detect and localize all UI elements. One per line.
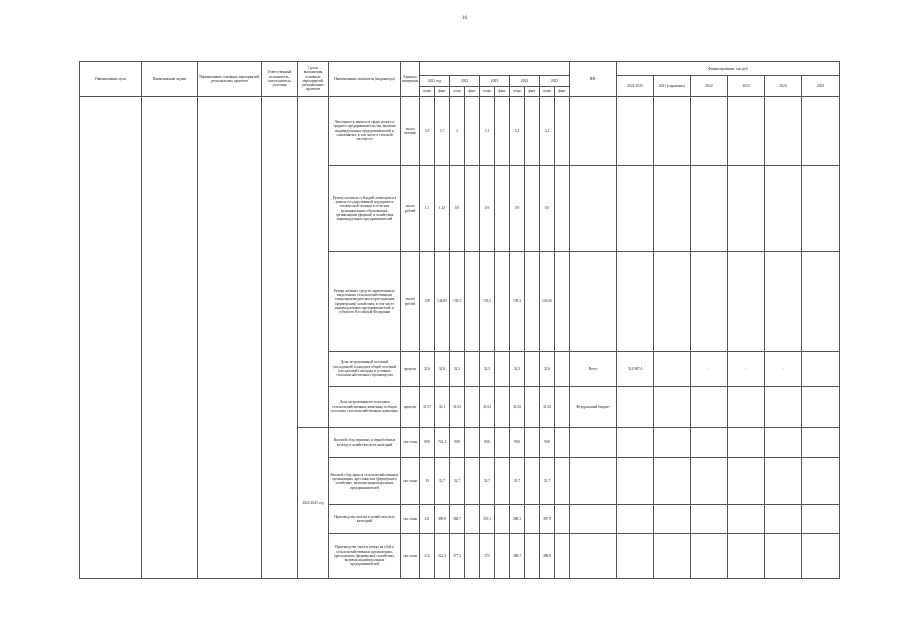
header-plan-fact: план: [540, 86, 555, 96]
value-cell: 0,9: [480, 166, 495, 252]
financing-cell: [691, 251, 728, 351]
financing-cell: [617, 458, 654, 505]
indicator-name: Производство скота и птицы на убой в сельскохозяйственных организациях, крестьянских (фермерских) хозяйствах, включая индивидуальных предпринимателей: [329, 533, 401, 578]
value-cell: 146,85: [435, 251, 450, 351]
header-task: Наименование задачи: [142, 62, 198, 97]
value-cell: 3,7: [435, 96, 450, 165]
financing-cell: [654, 96, 691, 165]
header-executors: Ответственный исполнитель, соисполнитель, участник: [262, 62, 298, 97]
value-cell: 31,02: [450, 386, 465, 427]
value-cell: [555, 96, 570, 165]
source-cell: [570, 427, 617, 458]
value-cell: [495, 386, 510, 427]
financing-cell: [654, 505, 691, 534]
financing-cell: [728, 458, 765, 505]
value-cell: 3: [450, 96, 465, 165]
unit-cell: тысяч человек: [401, 96, 420, 165]
header-plan-fact: план: [480, 86, 495, 96]
value-cell: [555, 533, 570, 578]
header-events: Наименование основных мероприятий, региональных проектов: [198, 62, 262, 97]
financing-cell: [617, 166, 654, 252]
unit-cell: тысяч рублей: [401, 251, 420, 351]
financing-cell: [802, 427, 840, 458]
value-cell: [495, 352, 510, 387]
value-cell: [465, 505, 480, 534]
financing-cell: -: [765, 352, 802, 387]
value-cell: [555, 352, 570, 387]
page-number: 16: [462, 16, 467, 21]
value-cell: 31,02: [510, 386, 525, 427]
financing-cell: [654, 533, 691, 578]
table-row: [80, 96, 840, 165]
value-cell: [495, 96, 510, 165]
financing-cell: [691, 505, 728, 534]
value-cell: 322,5: [435, 533, 450, 578]
value-cell: [495, 505, 510, 534]
value-cell: 1,1: [420, 166, 435, 252]
value-cell: 138: [420, 251, 435, 351]
header-indicator: Наименование показателя (индикатора): [329, 62, 401, 97]
financing-cell: [728, 505, 765, 534]
financing-cell: [617, 251, 654, 351]
financing-cell: [765, 251, 802, 351]
header-fin-col: 2024: [765, 76, 802, 96]
value-cell: [495, 251, 510, 351]
financing-cell: [802, 533, 840, 578]
header-plan-fact: факт: [465, 86, 480, 96]
value-cell: 368,7: [450, 505, 465, 534]
value-cell: [525, 458, 540, 505]
value-cell: [525, 427, 540, 458]
value-cell: 900: [540, 427, 555, 458]
financing-cell: [617, 427, 654, 458]
header-fin-col: 2025: [802, 76, 840, 96]
financing-cell: -: [691, 352, 728, 387]
header-unit: Единица измерения: [401, 62, 420, 97]
value-cell: 373: [480, 533, 495, 578]
value-cell: [525, 166, 540, 252]
value-cell: 890: [480, 427, 495, 458]
executors-cell: [262, 96, 298, 578]
value-cell: [525, 386, 540, 427]
header-years-span: [420, 62, 570, 76]
value-cell: 398,3: [510, 505, 525, 534]
financing-cell: -: [728, 352, 765, 387]
value-cell: 19: [420, 458, 435, 505]
source-cell: [570, 533, 617, 578]
value-cell: 31,57: [420, 386, 435, 427]
value-cell: 0,9: [510, 166, 525, 252]
value-cell: 398,8: [540, 533, 555, 578]
financing-cell: [691, 533, 728, 578]
header-plan-fact: план: [420, 86, 435, 96]
financing-cell: [728, 166, 765, 252]
value-cell: 136,36: [540, 251, 555, 351]
value-cell: [555, 386, 570, 427]
financing-cell: [728, 251, 765, 351]
indicator-name: Численность занятых в сфере малого и среднего предпринимательства, включая индивидуальных предпринимателей и самозанятых, в том числе в сельской местности: [329, 96, 401, 165]
financing-cell: [802, 251, 840, 351]
header-goal: Наименование цели: [80, 62, 142, 97]
financing-cell: [765, 386, 802, 427]
events-cell: [198, 96, 262, 578]
indicator-name: Валовой сбор зерновых и зернобобовых культур в хозяйствах всех категорий: [329, 427, 401, 458]
value-cell: [495, 533, 510, 578]
value-cell: [465, 386, 480, 427]
financing-cell: 314 987,4: [617, 352, 654, 387]
value-cell: 1,23: [435, 166, 450, 252]
value-cell: [555, 458, 570, 505]
indicator-name: Доля застрахованной посевной (посадочной) площади в общей посевной (посадочной) площади в условиях сельскохозяйственного производства: [329, 352, 401, 387]
source-cell: [570, 166, 617, 252]
value-cell: 32,5: [510, 352, 525, 387]
financing-cell: [802, 505, 840, 534]
value-cell: [465, 533, 480, 578]
header-plan-fact: план: [450, 86, 465, 96]
value-cell: 32,6: [420, 352, 435, 387]
financing-cell: [802, 458, 840, 505]
header-year: 2025: [540, 76, 570, 86]
value-cell: [525, 533, 540, 578]
value-cell: 31,02: [480, 386, 495, 427]
source-cell: Всего: [570, 352, 617, 387]
header-fin-col: 2023: [728, 76, 765, 96]
financing-cell: [765, 96, 802, 165]
financing-cell: [728, 427, 765, 458]
financing-cell: [802, 352, 840, 387]
value-cell: [555, 505, 570, 534]
header-deadline: Сроки выполнения основных мероприятий, региональных проектов: [298, 62, 329, 97]
indicator-name: Размер льготных субсидий, имеющихся в рамках государственной поддержки и технической помощи в сельских муниципальных образованиях, организациям (формам) и хозяйствам индивидуальных предпринимателей: [329, 166, 401, 252]
value-cell: [525, 352, 540, 387]
header-year: 2022: [450, 76, 480, 86]
header-fin-col: 2022-2025: [617, 76, 654, 96]
indicator-name: Размер заемных средств, привлеченных, выделенных сельскохозяйственным товаропроизводителям и крестьянским (фермерским) хозяйствам, в том числе индивидуальных предпринимателей, и субъектов Российской Федерации: [329, 251, 401, 351]
source-cell: [570, 458, 617, 505]
value-cell: 742,4: [435, 427, 450, 458]
financing-cell: [802, 166, 840, 252]
unit-cell: процент: [401, 386, 420, 427]
financing-cell: [728, 96, 765, 165]
value-cell: 312: [420, 533, 435, 578]
header-plan-fact: факт: [435, 86, 450, 96]
financing-cell: [654, 352, 691, 387]
value-cell: [465, 166, 480, 252]
indicator-name: Валовой сбор зерна в сельскохозяйственных организациях, крестьянских (фермерских) хозяйствах, включая индивидуальных предпринимателей: [329, 458, 401, 505]
source-cell: [570, 505, 617, 534]
financing-cell: [802, 96, 840, 165]
header-plan-fact: факт: [525, 86, 540, 96]
financing-cell: [765, 458, 802, 505]
financing-cell: [617, 533, 654, 578]
value-cell: 3,1: [480, 96, 495, 165]
value-cell: 377,2: [450, 533, 465, 578]
value-cell: 3,5: [420, 96, 435, 165]
financing-cell: [765, 427, 802, 458]
program-table: [79, 61, 840, 579]
value-cell: 33,7: [510, 458, 525, 505]
value-cell: 139,3: [510, 251, 525, 351]
value-cell: [495, 166, 510, 252]
financing-cell: [691, 386, 728, 427]
value-cell: 33,7: [480, 458, 495, 505]
value-cell: [525, 96, 540, 165]
value-cell: 397,9: [540, 505, 555, 534]
financing-cell: [617, 96, 654, 165]
value-cell: [495, 458, 510, 505]
value-cell: [465, 251, 480, 351]
goal-cell: [80, 96, 142, 578]
financing-cell: [691, 427, 728, 458]
value-cell: 32,5: [480, 352, 495, 387]
financing-cell: [691, 166, 728, 252]
unit-cell: тыс.тонн: [401, 533, 420, 578]
value-cell: 32,6: [540, 352, 555, 387]
value-cell: [525, 251, 540, 351]
financing-cell: [728, 386, 765, 427]
header-fin-col: 2021 (справочно): [654, 76, 691, 96]
value-cell: 0,9: [540, 166, 555, 252]
source-cell: Федеральный бюджет: [570, 386, 617, 427]
value-cell: [465, 96, 480, 165]
deadline-note: 2022-2025 год: [298, 427, 329, 578]
header-financing: Финансирование, тыс.руб: [617, 62, 840, 76]
value-cell: [495, 427, 510, 458]
financing-cell: [654, 386, 691, 427]
header-source: ИФ¹: [570, 62, 617, 97]
value-cell: 33,7: [435, 458, 450, 505]
value-cell: 3,2: [510, 96, 525, 165]
value-cell: 391,3: [480, 505, 495, 534]
value-cell: 0,9: [450, 166, 465, 252]
financing-cell: [728, 533, 765, 578]
unit-cell: тыс.тонн: [401, 458, 420, 505]
financing-cell: [654, 427, 691, 458]
value-cell: 890: [420, 427, 435, 458]
value-cell: [465, 458, 480, 505]
financing-cell: [691, 458, 728, 505]
unit-cell: процент: [401, 352, 420, 387]
value-cell: 900: [450, 427, 465, 458]
value-cell: [555, 166, 570, 252]
unit-cell: тыс.тонн: [401, 427, 420, 458]
value-cell: 32,7: [450, 458, 465, 505]
header-year: 2024: [510, 76, 540, 86]
task-cell: [142, 96, 198, 578]
deadline-cell: [298, 96, 329, 427]
financing-cell: [802, 386, 840, 427]
header-year: 2021 год: [420, 76, 450, 86]
unit-cell: тысяч рублей: [401, 166, 420, 252]
value-cell: [525, 505, 540, 534]
indicator-name: Доля застрахованного поголовья сельскохозяйственных животных в общем поголовье сельскохозяйственных животных: [329, 386, 401, 427]
financing-cell: [691, 96, 728, 165]
financing-cell: [617, 505, 654, 534]
value-cell: [555, 427, 570, 458]
financing-cell: [765, 505, 802, 534]
value-cell: [555, 251, 570, 351]
value-cell: 32,8: [435, 352, 450, 387]
header-year: 2023: [480, 76, 510, 86]
financing-cell: [765, 166, 802, 252]
value-cell: 399,9: [435, 505, 450, 534]
value-cell: 321: [420, 505, 435, 534]
value-cell: 900: [510, 427, 525, 458]
value-cell: 139,3: [450, 251, 465, 351]
indicator-name: Производство молока в хозяйствах всех категорий: [329, 505, 401, 534]
value-cell: 32,1: [435, 386, 450, 427]
source-cell: [570, 96, 617, 165]
header-fin-col: 2022: [691, 76, 728, 96]
financing-cell: [654, 166, 691, 252]
value-cell: [465, 352, 480, 387]
unit-cell: тыс.тонн: [401, 505, 420, 534]
value-cell: [465, 427, 480, 458]
financing-cell: [654, 458, 691, 505]
financing-cell: [654, 251, 691, 351]
value-cell: 139,3: [480, 251, 495, 351]
value-cell: 3,2: [540, 96, 555, 165]
financing-cell: [617, 386, 654, 427]
header-plan-fact: факт: [555, 86, 570, 96]
header-plan-fact: план: [510, 86, 525, 96]
financing-cell: [765, 533, 802, 578]
value-cell: 33,7: [540, 458, 555, 505]
value-cell: 388,7: [510, 533, 525, 578]
value-cell: 32,5: [450, 352, 465, 387]
value-cell: 31,02: [540, 386, 555, 427]
source-cell: [570, 251, 617, 351]
header-plan-fact: факт: [495, 86, 510, 96]
